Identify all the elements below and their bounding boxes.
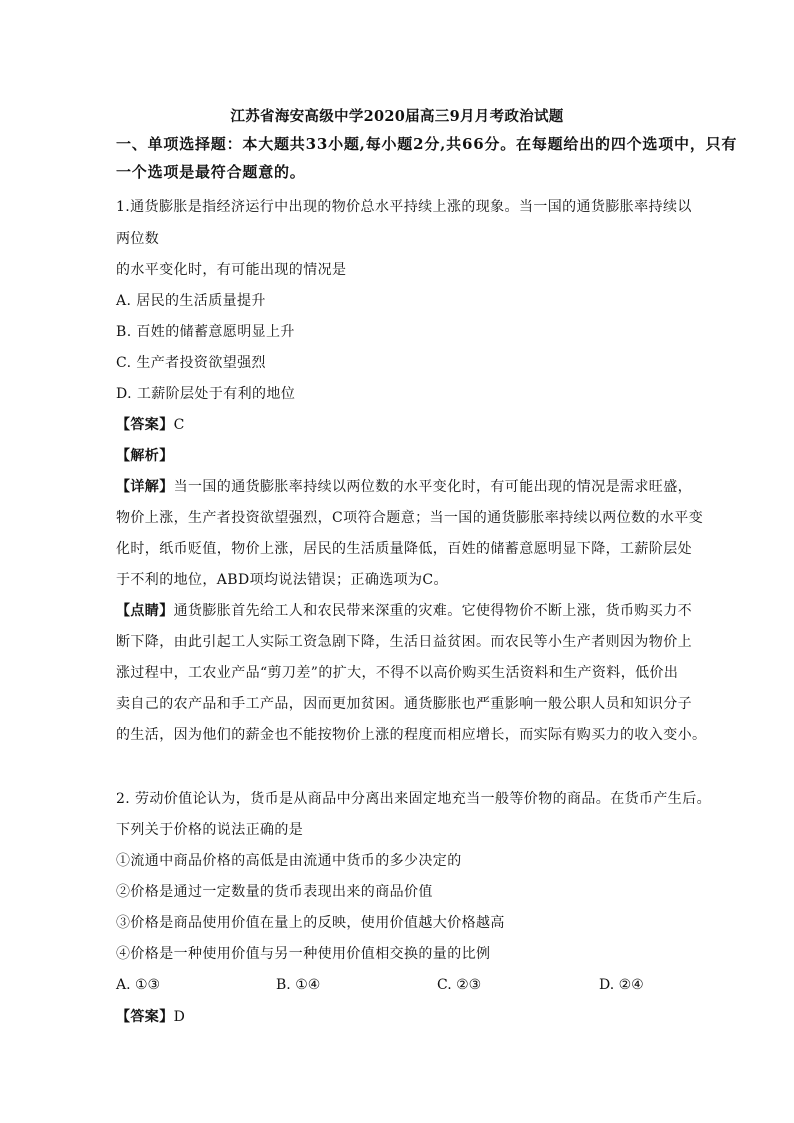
- tip-text: 通货膨胀首先给工人和农民带来深重的灾难。它使得物价不断上涨，货币购买力不: [173, 603, 693, 619]
- q1-detail-line-3: 化时，纸币贬值，物价上涨，居民的生活质量降低，百姓的储蓄意愿明显下降，工薪阶层处: [116, 541, 692, 557]
- detail-text: 当一国的通货膨胀率持续以两位数的水平变化时，有可能出现的情况是需求旺盛，: [173, 479, 693, 495]
- q1-tip-line-3: 涨过程中，工农业产品“剪刀差”的扩大，不得不以高价购买生活资料和生产资料，低价出: [116, 665, 679, 681]
- answer-value: D: [173, 1009, 186, 1025]
- answer-label: 【答案】: [116, 1009, 174, 1025]
- q1-tip-line-4: 卖自己的农产品和手工产品，因而更加贫困。通货膨胀也严重影响一般公职人员和知识分子: [116, 696, 692, 712]
- answer-value: C: [173, 417, 185, 433]
- q2-option-b: B. ①④: [276, 977, 321, 993]
- q2-item-3: ③价格是商品使用价值在量上的反映，使用价值越大价格越高: [116, 915, 505, 931]
- q2-answer: [116, 1008, 185, 1026]
- q2-option-c: C. ②③: [437, 977, 482, 993]
- q1-stem-line-2: 两位数: [116, 231, 160, 247]
- q2-option-a: A. ①③: [116, 977, 161, 993]
- section-heading-line-1: 一、单项选择题：本大题共33小题,每小题2分,共66分。在每题给出的四个选项中，只有: [116, 135, 738, 153]
- q2-item-4: ④价格是一种使用价值与另一种使用价值相交换的量的比例: [116, 946, 491, 962]
- q1-detail-line-1: [116, 478, 693, 496]
- q1-tip-line-2: 断下降，由此引起工人实际工资急剧下降，生活日益贫困。而农民等小生产者则因为物价上: [116, 634, 692, 650]
- q1-tip-line-5: 的生活，因为他们的薪金也不能按物价上涨的程度而相应增长，而实际有购买力的收入变小。: [116, 727, 707, 743]
- tip-label: 【点睛】: [116, 603, 174, 619]
- q2-item-1: ①流通中商品价格的高低是由流通中货币的多少决定的: [116, 853, 462, 869]
- q1-tip-line-1: [116, 602, 693, 620]
- q1-answer: [116, 416, 185, 434]
- q1-option-a: A. 居民的生活质量提升: [116, 293, 266, 309]
- q1-detail-line-4: 于不利的地位，ABD项均说法错误；正确选项为C。: [116, 572, 448, 588]
- answer-label: 【答案】: [116, 417, 174, 433]
- q2-option-d: D. ②④: [599, 977, 644, 993]
- q1-detail-line-2: 物价上涨，生产者投资欲望强烈，C项符合题意；当一国的通货膨胀率持续以两位数的水平变: [116, 510, 704, 526]
- detail-label: 【详解】: [116, 479, 174, 495]
- q1-stem-line-3: 的水平变化时，有可能出现的情况是: [116, 262, 347, 278]
- q2-stem-line-2: 下列关于价格的说法正确的是: [116, 822, 304, 838]
- q1-stem-line-1: 1.通货膨胀是指经济运行中出现的物价总水平持续上涨的现象。当一国的通货膨胀率持续以: [116, 199, 692, 215]
- q1-option-d: D. 工薪阶层处于有利的地位: [116, 386, 296, 402]
- q1-option-c: C. 生产者投资欲望强烈: [116, 355, 266, 371]
- q2-stem-line-1: 2. 劳动价值论认为，货币是从商品中分离出来固定地充当一般等价物的商品。在货币产生后。: [116, 791, 712, 807]
- q2-item-2: ②价格是通过一定数量的货币表现出来的商品价值: [116, 884, 433, 900]
- q1-analysis-label: 【解析】: [116, 448, 174, 464]
- section-heading-line-2: 一个选项是最符合题意的。: [116, 163, 306, 181]
- page-title: 江苏省海安高级中学2020届高三9月月考政治试题: [230, 108, 564, 125]
- q1-option-b: B. 百姓的储蓄意愿明显上升: [116, 324, 295, 340]
